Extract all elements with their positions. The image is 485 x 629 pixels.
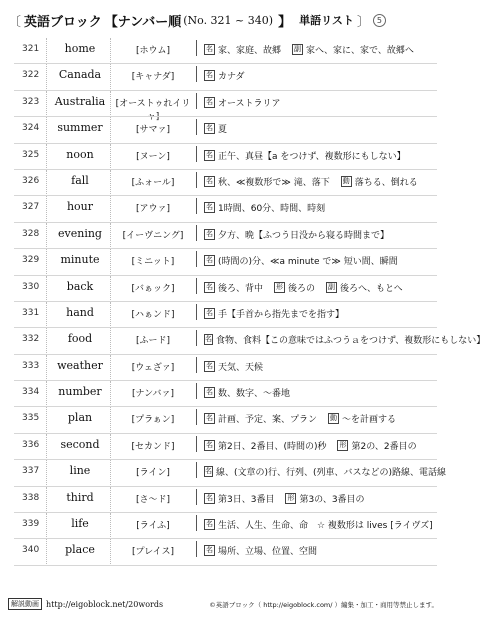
- pronunciation: [バぁック]: [131, 283, 175, 294]
- pronunciation: [アウァ]: [136, 204, 170, 215]
- meaning-divider: [196, 409, 197, 425]
- meaning-cell: [204, 201, 442, 214]
- meaning-divider: [196, 40, 197, 56]
- part-of-speech-tag: 名: [206, 256, 213, 265]
- column-divider: [110, 460, 111, 486]
- english-word: line: [69, 464, 91, 478]
- column-divider: [46, 328, 47, 354]
- english-word: food: [67, 332, 93, 346]
- meaning-divider: [196, 225, 197, 241]
- meaning-text: 後ろへ、もとへ: [340, 283, 403, 294]
- meaning-text: 数、数字、～番地: [218, 389, 291, 400]
- pronunciation: [サマァ]: [135, 125, 171, 136]
- part-of-speech-tag: 形: [276, 282, 284, 291]
- sheet-title: 【ナンバー順: [104, 14, 182, 30]
- pronunciation: [ハぁンド]: [131, 309, 175, 320]
- part-of-speech-tag: 名: [206, 388, 213, 397]
- part-of-speech-tag: 名: [205, 335, 212, 344]
- row-divider: [14, 565, 437, 566]
- part-of-speech-tag: 名: [206, 124, 213, 133]
- meaning-divider: [196, 462, 197, 478]
- part-of-speech-tag: 名: [206, 414, 213, 423]
- column-divider: [110, 249, 111, 275]
- row-number: 330: [22, 281, 40, 292]
- english-word: weather: [57, 358, 103, 372]
- table-row: [0, 407, 447, 433]
- table-row: [0, 196, 447, 222]
- meaning-divider: [196, 515, 197, 531]
- pronunciation: [ふード]: [135, 336, 171, 347]
- table-row: [0, 513, 447, 539]
- part-of-speech-tag: 名: [206, 71, 213, 80]
- meaning-text: 生活、人生、生命、命 ☆ 複数形は lives [ライヴズ]: [218, 521, 433, 532]
- pronunciation: [キャナダ]: [131, 72, 175, 83]
- english-word: hand: [66, 305, 94, 319]
- meaning-cell: [204, 492, 442, 505]
- column-divider: [46, 64, 47, 90]
- table-row: [0, 539, 447, 565]
- english-word: summer: [57, 121, 103, 135]
- column-divider: [46, 355, 47, 381]
- table-row: [0, 144, 447, 170]
- part-of-speech-tag: 名: [206, 546, 213, 555]
- meaning-text: (時間の)分、≪a minute で≫ 短い間、瞬間: [218, 257, 398, 268]
- part-of-speech-tag: 名: [206, 150, 213, 159]
- meaning-divider: [196, 304, 197, 320]
- column-divider: [110, 170, 111, 196]
- meaning-cell: [204, 69, 442, 82]
- table-row: [0, 223, 447, 249]
- column-divider: [110, 38, 111, 64]
- meaning-text: 1時間、60分、時間、時刻: [218, 204, 326, 215]
- column-divider: [46, 487, 47, 513]
- meaning-divider: [196, 383, 197, 399]
- column-divider: [110, 328, 111, 354]
- table-row: [0, 276, 447, 302]
- row-number: 334: [22, 387, 40, 398]
- column-divider: [110, 117, 111, 143]
- column-divider: [46, 144, 47, 170]
- english-word: plan: [67, 411, 93, 425]
- row-number: 337: [22, 466, 40, 477]
- english-word: hour: [66, 200, 94, 214]
- row-number: 335: [22, 413, 40, 424]
- column-divider: [46, 117, 47, 143]
- meaning-divider: [196, 146, 197, 162]
- pronunciation: [ライふ]: [136, 521, 170, 532]
- column-divider: [46, 38, 47, 64]
- column-divider: [46, 513, 47, 539]
- part-of-speech-tag: 形: [339, 440, 347, 449]
- row-number: 327: [22, 202, 40, 213]
- part-of-speech-tag: 名: [206, 229, 213, 238]
- meaning-divider: [196, 541, 197, 557]
- meaning-text: 計画、予定、案、プラン: [218, 415, 318, 426]
- row-number: 325: [22, 149, 40, 160]
- meaning-text: 第2日、2番目、(時間の)秒: [218, 441, 327, 452]
- column-divider: [110, 91, 111, 117]
- column-divider: [46, 249, 47, 275]
- meaning-divider: [196, 198, 197, 214]
- meaning-text: 第3の、3番目の: [299, 494, 365, 505]
- row-number: 326: [22, 175, 40, 186]
- column-divider: [110, 407, 111, 433]
- open-bracket: 〔: [8, 14, 22, 30]
- table-row: [0, 302, 447, 328]
- row-number: 322: [22, 70, 40, 81]
- part-of-speech-tag: 名: [206, 203, 213, 212]
- english-word: Canada: [58, 68, 102, 82]
- english-word: Australia: [54, 94, 106, 108]
- pronunciation: [プレイス]: [131, 547, 175, 558]
- meaning-text: 家、家庭、故郷: [218, 46, 282, 56]
- pronunciation: [ホウム]: [136, 46, 170, 56]
- list-type: 単語リスト: [299, 14, 354, 27]
- meaning-text: 線、(文章の)行、行列、(列車、バスなどの)路線、電話線: [216, 468, 447, 479]
- brand-title: 英語ブロック: [24, 14, 102, 30]
- row-number: 329: [22, 255, 40, 266]
- table-row: [0, 64, 447, 90]
- english-word: noon: [66, 147, 94, 161]
- meaning-cell: [204, 43, 442, 56]
- pronunciation: [ライン]: [136, 468, 170, 479]
- part-of-speech-tag: 形: [287, 493, 295, 502]
- meaning-text: 夏: [218, 125, 228, 136]
- table-row: [0, 460, 447, 486]
- meaning-cell: [204, 518, 442, 531]
- meaning-text: ～を計画する: [342, 415, 397, 426]
- pronunciation: [ウェざァ]: [131, 362, 175, 373]
- meaning-text: 後ろの: [288, 283, 316, 294]
- column-divider: [110, 302, 111, 328]
- meaning-cell: [204, 439, 442, 452]
- row-number: 323: [22, 96, 40, 107]
- table-row: [0, 38, 447, 64]
- column-divider: [110, 223, 111, 249]
- meaning-text: 場所、立場、位置、空間: [218, 547, 318, 558]
- meaning-cell: [204, 149, 442, 162]
- part-of-speech-tag: 名: [206, 308, 213, 317]
- meaning-text: 第2の、2番目の: [351, 441, 417, 452]
- row-number: 324: [22, 123, 40, 134]
- column-divider: [110, 144, 111, 170]
- meaning-cell: [204, 386, 442, 399]
- english-word: second: [60, 437, 100, 451]
- column-divider: [110, 381, 111, 407]
- pronunciation: [オーストゥれイリャ]: [115, 98, 191, 122]
- meaning-divider: [196, 119, 197, 135]
- meaning-text: 食物、食料【この意味ではふつうａをつけず、複数形にもしない】: [216, 336, 485, 347]
- meaning-text: カナダ: [218, 72, 245, 83]
- part-of-speech-tag: 名: [206, 520, 213, 529]
- part-of-speech-tag: 名: [206, 361, 213, 370]
- meaning-divider: [196, 357, 197, 373]
- table-row: [0, 328, 485, 354]
- video-badge: 解説動画: [8, 598, 42, 610]
- meaning-cell: [204, 254, 442, 267]
- column-divider: [46, 276, 47, 302]
- column-divider: [110, 196, 111, 222]
- part-of-speech-tag: 名: [206, 45, 213, 53]
- meaning-text: 家へ、家に、家で、故郷へ: [306, 46, 414, 56]
- meaning-text: 第3日、3番目: [218, 494, 275, 505]
- close-mark: 】: [278, 14, 292, 30]
- number-range: (No. 321 ~ 340): [183, 13, 274, 27]
- pronunciation: [さ～ド]: [135, 494, 171, 505]
- table-row: [0, 355, 447, 381]
- row-number: 331: [22, 307, 40, 318]
- column-divider: [46, 170, 47, 196]
- column-divider: [46, 223, 47, 249]
- part-of-speech-tag: 名: [206, 493, 213, 502]
- english-word: place: [65, 543, 95, 557]
- meaning-cell: [204, 175, 442, 188]
- row-number: 336: [22, 439, 40, 450]
- pronunciation: [イーヴニング]: [122, 230, 184, 241]
- column-divider: [110, 487, 111, 513]
- meaning-divider: [196, 278, 197, 294]
- column-divider: [110, 513, 111, 539]
- pronunciation: [プラぁン]: [131, 415, 175, 426]
- copyright-notice: ©英語ブロック（ http://eigoblock.com/ ）編集・加工・商用等禁止します。: [209, 600, 438, 609]
- meaning-cell: [204, 228, 442, 241]
- english-word: life: [71, 517, 89, 531]
- english-word: minute: [60, 253, 100, 267]
- column-divider: [110, 434, 111, 460]
- meaning-text: 手【手首から指先までを指す】: [218, 309, 345, 320]
- page-header: [8, 8, 438, 32]
- meaning-text: 後ろ、背中: [218, 283, 264, 294]
- part-of-speech-tag: 名: [206, 97, 213, 106]
- part-of-speech-tag: 名: [206, 176, 213, 185]
- column-divider: [110, 355, 111, 381]
- part-of-speech-tag: 副: [328, 282, 336, 291]
- table-row: [0, 381, 447, 407]
- row-number: 328: [22, 228, 40, 239]
- table-row: [0, 170, 447, 196]
- meaning-divider: [196, 436, 197, 452]
- page-number-badge: 5: [373, 14, 386, 27]
- row-number: 321: [22, 44, 40, 54]
- column-divider: [46, 407, 47, 433]
- meaning-cell: [204, 465, 447, 479]
- pronunciation: [ヌーン]: [136, 151, 170, 162]
- english-word: number: [58, 385, 102, 399]
- table-row: [0, 487, 447, 513]
- part-of-speech-tag: 動: [330, 414, 338, 423]
- column-divider: [110, 64, 111, 90]
- column-divider: [110, 276, 111, 302]
- column-divider: [46, 91, 47, 117]
- column-divider: [46, 381, 47, 407]
- english-word: back: [66, 279, 94, 293]
- column-divider: [46, 196, 47, 222]
- meaning-divider: [196, 66, 197, 82]
- column-divider: [46, 302, 47, 328]
- meaning-cell: [204, 307, 442, 320]
- meaning-cell: [204, 122, 442, 135]
- column-divider: [46, 539, 47, 565]
- meaning-divider: [196, 251, 197, 267]
- table-row: [0, 117, 447, 143]
- row-number: 338: [22, 492, 40, 503]
- row-number: 340: [22, 545, 40, 556]
- table-row: [0, 91, 447, 122]
- meaning-text: 秋、≪複数形で≫ 滝、落下: [218, 177, 330, 188]
- row-number: 339: [22, 519, 40, 530]
- close-bracket: 〕: [356, 14, 370, 30]
- meaning-text: 夕方、晩【ふつう日没から寝る時間まで】: [218, 230, 390, 241]
- pronunciation: [ナンバァ]: [132, 389, 174, 400]
- pronunciation: [ミニット]: [131, 257, 175, 268]
- english-word: third: [66, 490, 94, 504]
- meaning-cell: [204, 333, 485, 347]
- pronunciation: [セカンド]: [131, 441, 175, 452]
- meaning-cell: [204, 412, 442, 425]
- meaning-text: 落ちる、倒れる: [354, 177, 418, 188]
- meaning-cell: [204, 281, 442, 294]
- part-of-speech-tag: 名: [206, 282, 213, 291]
- meaning-cell: [204, 544, 442, 557]
- video-link[interactable]: http://eigoblock.net/20words: [46, 599, 164, 609]
- column-divider: [46, 460, 47, 486]
- meaning-text: 正午、真昼【a をつけず、複数形にもしない】: [218, 151, 406, 162]
- row-number: 332: [22, 334, 40, 345]
- vocabulary-table: [0, 38, 485, 566]
- meaning-text: 天気、天候: [218, 362, 264, 373]
- meaning-text: オーストラリア: [218, 98, 281, 109]
- table-row: [0, 434, 447, 460]
- english-word: evening: [58, 226, 102, 240]
- meaning-divider: [196, 330, 197, 346]
- english-word: fall: [71, 173, 89, 187]
- part-of-speech-tag: 名: [205, 467, 212, 476]
- column-divider: [46, 434, 47, 460]
- meaning-divider: [196, 172, 197, 188]
- part-of-speech-tag: 名: [206, 440, 213, 449]
- table-row: [0, 249, 447, 275]
- page-footer: [8, 597, 438, 611]
- meaning-divider: [196, 93, 197, 109]
- column-divider: [110, 539, 111, 565]
- english-word: home: [64, 42, 96, 55]
- meaning-divider: [196, 489, 197, 505]
- row-number: 333: [22, 360, 40, 371]
- part-of-speech-tag: 副: [294, 45, 302, 53]
- pronunciation: [ふォール]: [131, 177, 175, 188]
- meaning-cell: [204, 360, 442, 373]
- part-of-speech-tag: 動: [342, 176, 350, 185]
- meaning-cell: [204, 96, 442, 109]
